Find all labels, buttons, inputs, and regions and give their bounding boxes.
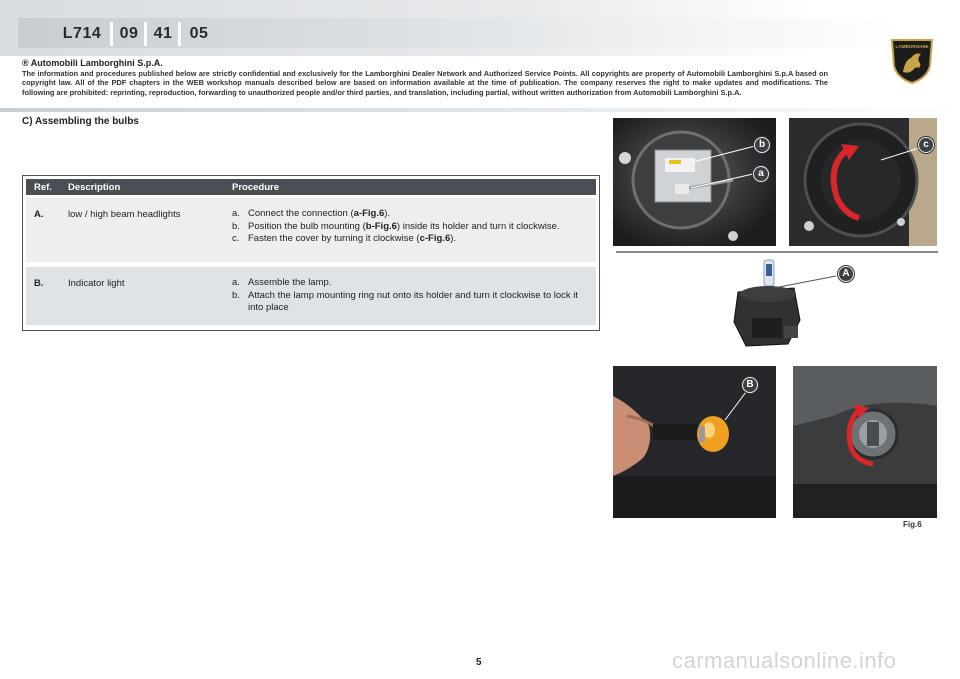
callout-b: b	[754, 137, 770, 153]
row-description: low / high beam headlights	[68, 209, 181, 220]
table-header	[26, 179, 596, 195]
logo-wordmark: LAMBORGHINI	[895, 44, 929, 49]
manual-code-group: 09	[110, 22, 145, 46]
section-title: C) Assembling the bulbs	[22, 116, 139, 127]
manual-code-model: L714	[62, 25, 102, 42]
company-name: ® Automobili Lamborghini S.p.A.	[22, 58, 163, 68]
lamborghini-logo	[889, 36, 935, 84]
callout-line-A	[770, 272, 840, 292]
col-description-header: Description	[68, 182, 121, 193]
row-description: Indicator light	[68, 278, 125, 289]
table-row	[26, 198, 596, 262]
page-number: 5	[476, 657, 482, 668]
manual-code-subgroup: 41	[144, 22, 179, 46]
copyright-notice	[22, 58, 828, 97]
procedure-step: a. Assemble the lamp.	[232, 277, 332, 288]
callout-a: a	[753, 166, 769, 182]
row-ref: B.	[34, 278, 44, 289]
watermark: carmanualsonline.info	[672, 648, 897, 673]
callout-B: B	[742, 377, 758, 393]
table-row	[26, 267, 596, 325]
manual-code-section: 05	[178, 22, 217, 46]
figure-divider	[616, 248, 938, 256]
row-procedure	[232, 277, 586, 315]
photo-headlight-cover	[789, 118, 937, 246]
figure-label: Fig.6	[903, 520, 922, 529]
procedure-step: b. Attach the lamp mounting ring nut onto its holder and turn it clockwise to lock it into place	[232, 289, 579, 313]
procedure-step: c. Fasten the cover by turning it clockwise (c-Fig.6).	[232, 233, 457, 244]
col-ref-header: Ref.	[34, 182, 52, 193]
photo-headlight-connector	[613, 118, 776, 246]
procedure-table	[22, 175, 600, 331]
notice-text: The information and procedures published below are strictly confidential and exclusively for the Lamborghini Dealer Network and Authorized Service Points. All copyrights are property of Automobili Lamborghini S.p.A based on copyright law. All of the PDF chapters in the WEB workshop manuals described below are based on information available at the time of publication. The company reserves the right to make updates and modifications. The following are prohibited: reprinting, reproduction, forwarding to unauthorized people and/or third parties, and translation, including partial, without written authorization from Automobili Lamborghini S.p.A.	[22, 69, 828, 97]
row-procedure	[232, 208, 586, 246]
procedure-step: a. Connect the connection (a-Fig.6).	[232, 208, 391, 219]
callout-c: c	[918, 137, 934, 153]
procedure-step: b. Position the bulb mounting (b-Fig.6) inside its holder and turn it clockwise.	[232, 220, 560, 232]
callout-A: A	[838, 266, 854, 282]
col-procedure-header: Procedure	[232, 182, 279, 193]
photo-ring-nut	[793, 366, 937, 518]
header-divider	[0, 108, 960, 112]
row-ref: A.	[34, 209, 44, 220]
